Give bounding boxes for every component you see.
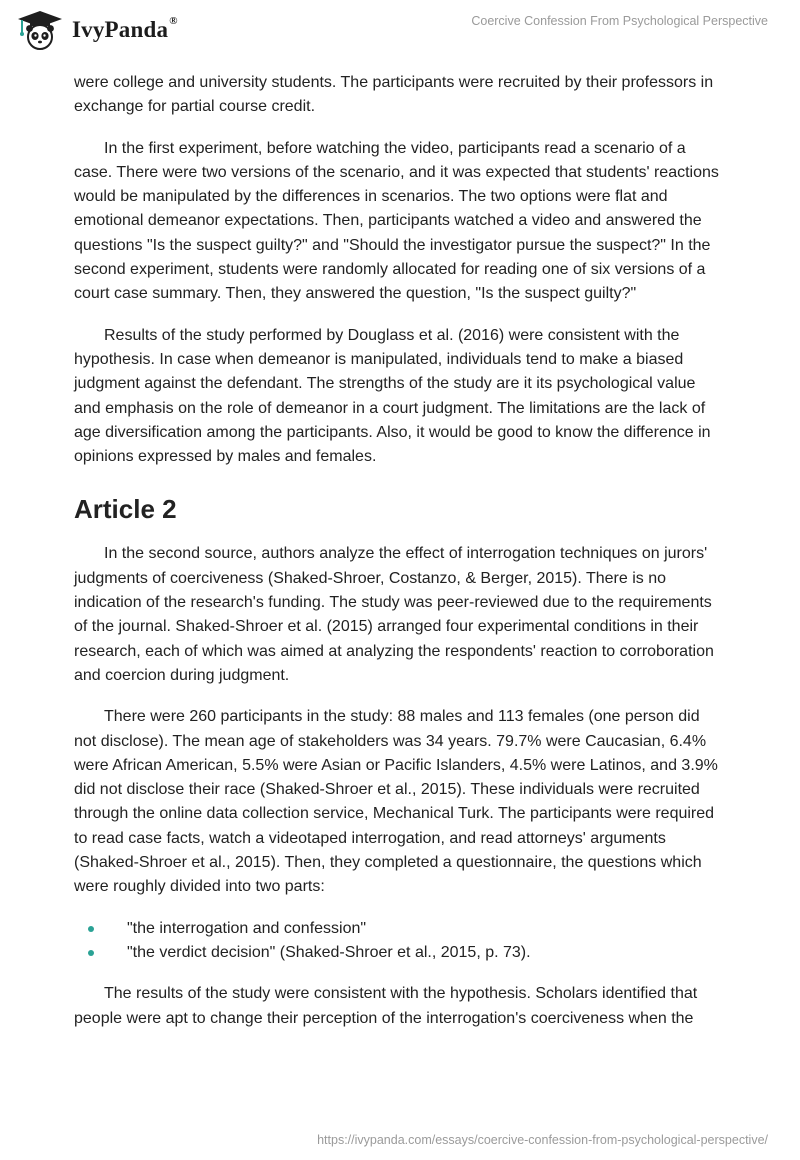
ivypanda-logo[interactable] — [14, 9, 178, 51]
panda-graduate-icon — [14, 9, 66, 51]
list-item — [74, 917, 724, 941]
source-url[interactable]: https://ivypanda.com/essays/coercive-confession-from-psychological-perspective/ — [317, 1133, 768, 1147]
paragraph-results-2: The results of the study were consistent with the hypothesis. Scholars identified that people were apt to change their perception of the interrogation's coerciveness when the — [74, 985, 698, 1027]
section-heading-article-2: Article 2 — [74, 494, 177, 525]
paragraph-continued: were college and university students. The participants were recruited by their professors in exchange for partial course credit. — [74, 74, 714, 116]
question-parts-list — [74, 917, 724, 966]
paragraph-results-1: Results of the study performed by Douglass et al. (2016) were consistent with the hypothesis. In case when demeanor is manipulated, individuals tend to make a biased judgment against the defendant. The strengths of the study are it its psychological value and emphasis on the role of demeanor in a court judgment. The limitations are the lack of age diversification among the participants. Also, it would be good to know the difference in opinions expressed by males and females. — [74, 326, 711, 466]
paragraph-second-source: In the second source, authors analyze the effect of interrogation techniques on jurors' judgments of coerciveness (Shaked-Shroer, Costanzo, & Berger, 2015). There is no indication of the research's funding. The study was peer-reviewed due to the requirements of the journal. Shaked-Shroer et al. (2015) arranged four experimental conditions in their research, each of which was aimed at analyzing the respondents' reaction to corroboration and coercion during judgment. — [74, 545, 714, 684]
list-item — [74, 941, 724, 965]
article-body — [74, 71, 724, 1048]
list-item-text: "the interrogation and confession" — [127, 919, 367, 937]
list-item-text: "the verdict decision" (Shaked-Shroer et al., 2015, p. 73). — [127, 943, 531, 961]
paragraph-experiment-1: In the first experiment, before watching the video, participants read a scenario of a case. There were two versions of the scenario, and it was expected that students' reactions would be manipulated by the differences in scenarios. The two options were flat and emotional demeanor expectations. Then, participants watched a video and answered the questions "Is the suspect guilty?" and "Should the investigator pursue the suspect?" In the second experiment, students were randomly allocated for reading one of six versions of a court case summary. Then, they answered the question, "Is the suspect guilty?" — [74, 139, 719, 303]
paragraph-participants: There were 260 participants in the study: 88 males and 113 females (one person did not disclose). The mean age of stakeholders was 34 years. 79.7% were Caucasian, 6.4% were African American, 5.5% were Asian or Pacific Islanders, 4.5% were Latinos, and 3.9% did not disclose their race (Shaked-Shroer et al., 2015). These individuals were recruited through the online data collection service, Mechanical Turk. The participants were required to read case facts, watch a videotaped interrogation, and read attorneys' arguments (Shaked-Shroer et al., 2015). Then, they completed a questionnaire, the questions which were roughly divided into two parts: — [74, 708, 718, 896]
logo-wordmark — [72, 17, 178, 43]
logo-registered-mark: ® — [169, 15, 178, 27]
bullet-icon — [88, 950, 94, 956]
document-title: Coercive Confession From Psychological Perspective — [471, 14, 768, 28]
bullet-icon — [88, 926, 94, 932]
page-header — [0, 0, 800, 66]
logo-text: IvyPanda — [72, 17, 169, 42]
